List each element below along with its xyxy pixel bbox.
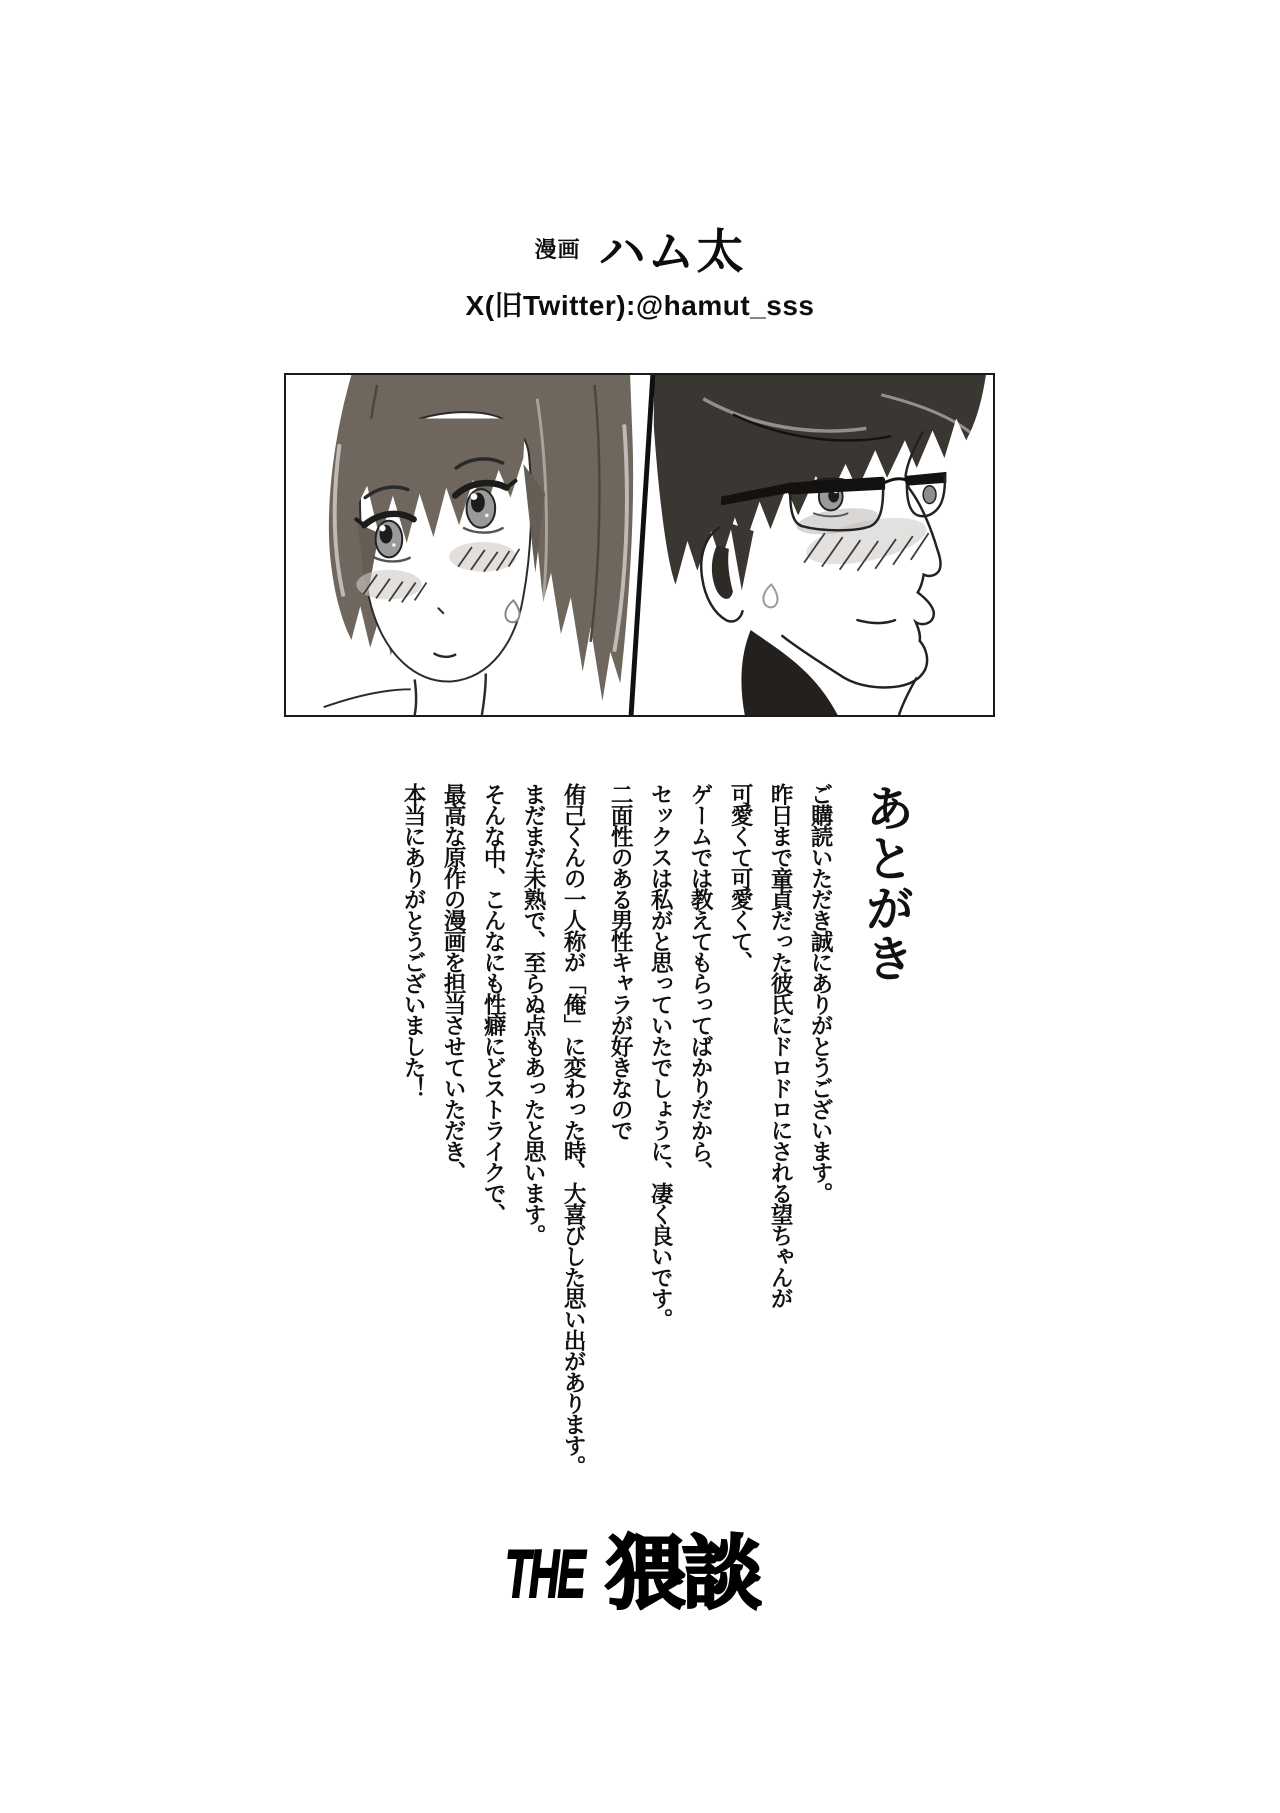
credit-role-label: 漫画 bbox=[534, 236, 581, 262]
afterword-line: 昨日まで童貞だった彼氏にドロドロにされる望ちゃんが bbox=[768, 783, 794, 1308]
afterword-line: そんな中、こんなにも性癖にどストライクで、 bbox=[481, 783, 507, 1224]
afterword-line: セックスは私がと思っていたでしょうに、凄く良いです。 bbox=[648, 783, 674, 1329]
logo-kanji-text: 猥談 bbox=[606, 1529, 758, 1618]
afterword-title: あとがき bbox=[859, 783, 913, 983]
afterword-line: 最高な原作の漫画を担当させていただき、 bbox=[441, 783, 467, 1182]
social-handle: X(旧Twitter):@hamut_sss bbox=[465, 290, 815, 321]
afterword-line: まだまだ未熟で、至らぬ点もあったと思います。 bbox=[521, 783, 547, 1245]
afterword-line: 可愛くて可愛くて、 bbox=[728, 783, 754, 972]
afterword-line: ゲームでは教えてもらってばかりだから、 bbox=[688, 783, 714, 1182]
afterword-line: 侑己くんの一人称が「俺」に変わった時、大喜びした思い出があります。 bbox=[561, 783, 587, 1476]
afterword-text-block bbox=[393, 783, 928, 1483]
afterword-line: 本当にありがとうございました！ bbox=[401, 783, 427, 1098]
credit-line bbox=[0, 218, 1280, 278]
the-waidan-logo bbox=[505, 1524, 758, 1624]
afterword-line: ご購読いただき誠にありがとうございます。 bbox=[808, 783, 834, 1203]
artist-name: ハム太 bbox=[598, 224, 746, 278]
manga-panel bbox=[284, 373, 995, 717]
manga-panel-artwork bbox=[286, 375, 993, 715]
afterword-line: 二面性のある男性キャラが好きなので bbox=[608, 783, 634, 1140]
logo-the-text: THE bbox=[505, 1536, 584, 1612]
